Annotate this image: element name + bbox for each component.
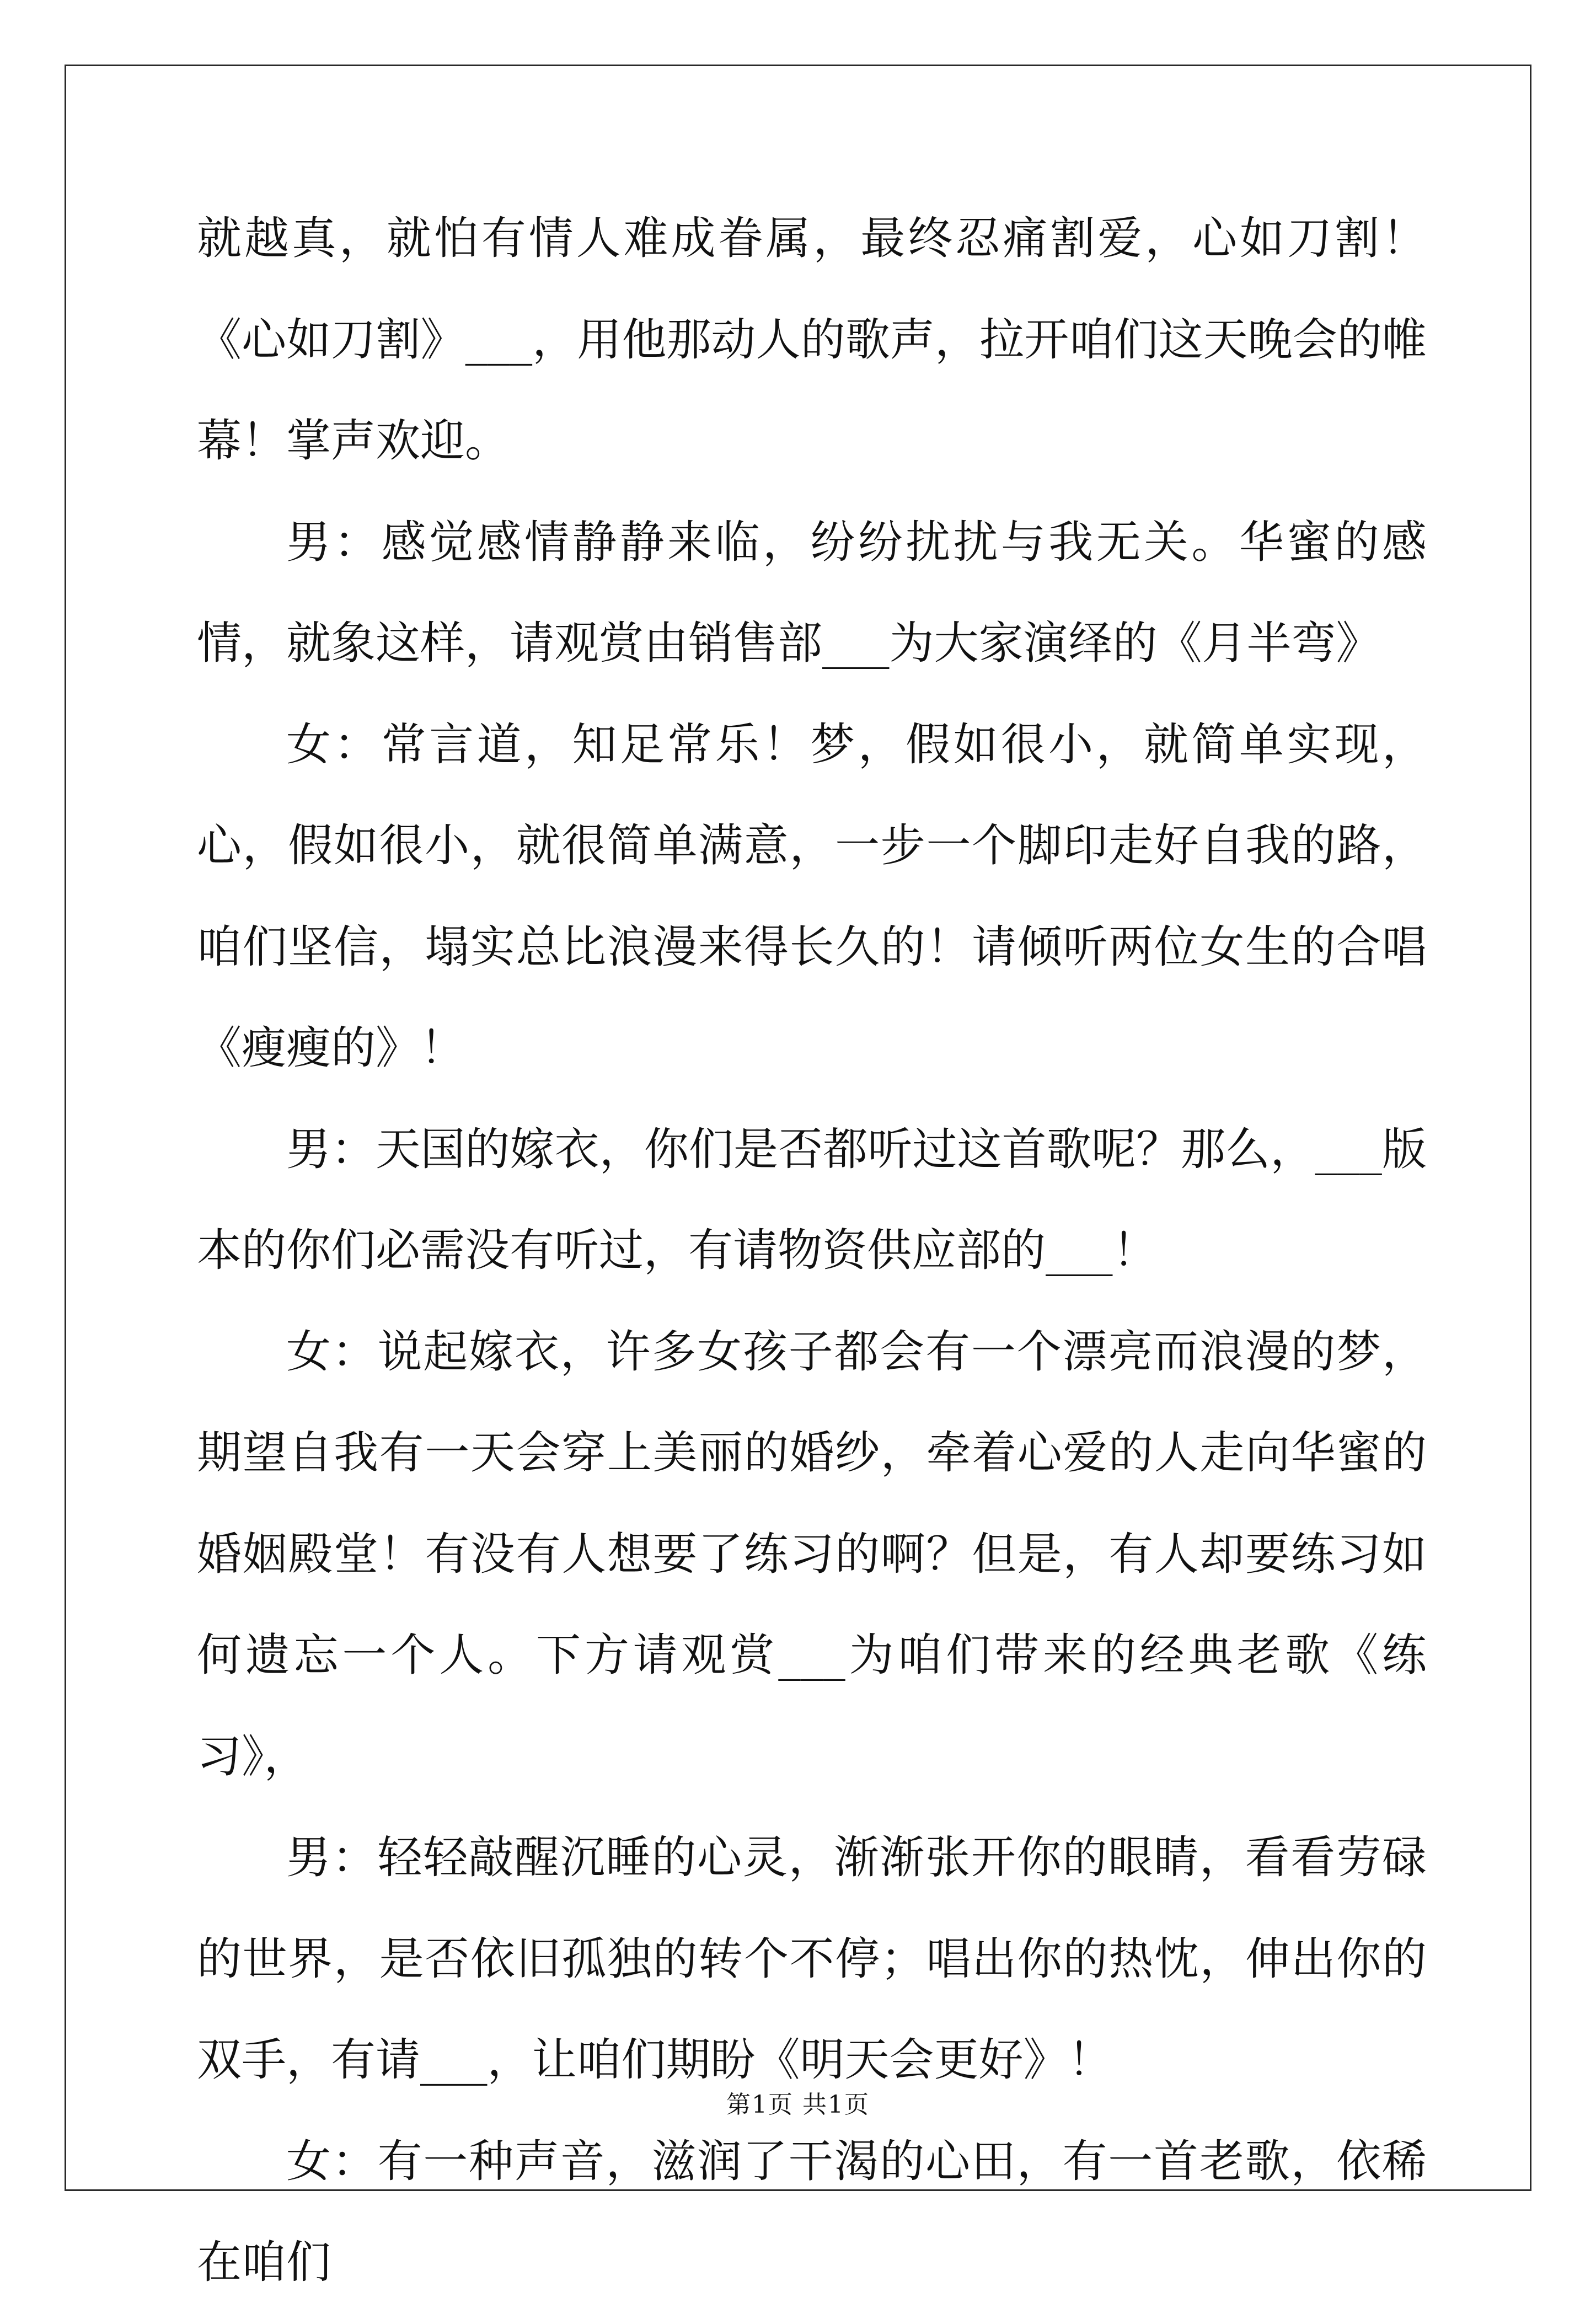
paragraph-1: 就越真，就怕有情人难成眷属，最终忍痛割爱，心如刀割！《心如刀割》___，用他那动人的歌声，拉开咱们这天晚会的帷幕！掌声欢迎。: [197, 213, 1427, 467]
paragraph-6: 男：轻轻敲醒沉睡的心灵，渐渐张开你的眼睛，看看劳碌的世界，是否依旧孤独的转个不停；唱出你的热忱，伸出你的双手，有请___，让咱们期盼《明天会更好》！: [197, 1832, 1427, 2086]
paragraph-5: 女：说起嫁衣，许多女孩子都会有一个漂亮而浪漫的梦，期望自我有一天会穿上美丽的婚纱，牵着心爱的人走向华蜜的婚姻殿堂！有没有人想要了练习的啊？但是，有人却要练习如何遗忘一个人。下方请观赏___为咱们带来的经典老歌《练习》，: [197, 1326, 1427, 1783]
paragraph-7: 女：有一种声音，滋润了干渴的心田，有一首老歌，依稀在咱们: [197, 2135, 1427, 2289]
page-footer: 第1页 共1页: [726, 2091, 870, 2119]
paragraph-2: 男：感觉感情静静来临，纷纷扰扰与我无关。华蜜的感情，就象这样，请观赏由销售部___为大家演绎的《月半弯》: [197, 516, 1427, 669]
paragraph-4: 男：天国的嫁衣，你们是否都听过这首歌呢？那么，___版本的你们必需没有听过，有请物资供应部的___！: [197, 1123, 1427, 1277]
document-body: [197, 189, 1427, 2314]
paragraph-3: 女：常言道，知足常乐！梦，假如很小，就简单实现，心，假如很小，就很简单满意，一步一个脚印走好自我的路，咱们坚信，塌实总比浪漫来得长久的！请倾听两位女生的合唱《瘦瘦的》！: [197, 719, 1427, 1074]
